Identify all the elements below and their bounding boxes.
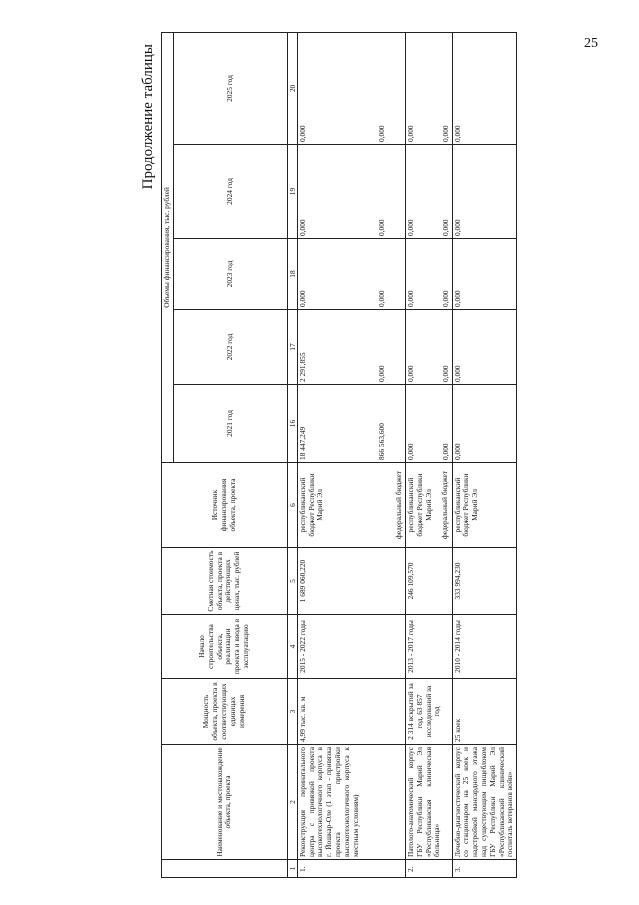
amount: 0,000 [405, 125, 415, 142]
table-row [405, 32, 452, 877]
object-name: Реконструкция перинатального центра с привязкой проекта высокотехнологичного корпуса в г. Йошкар-Оле (1 этап - привязка проекта пристройки высокотехнологичного корпуса к местным условиям) [297, 745, 405, 860]
rotated-sheet [138, 18, 635, 878]
column-number: 2 [287, 745, 297, 860]
column-number: 17 [287, 310, 297, 385]
value-2022 [297, 310, 405, 385]
column-number: 6 [287, 463, 297, 548]
column-number: 16 [287, 385, 297, 463]
column-number: 3 [287, 679, 297, 745]
page-number: 25 [584, 36, 598, 51]
amount: 0,000 [440, 290, 450, 307]
object-period: 2013 - 2017 годы [405, 615, 452, 679]
header-cost: Сметная стоимость объекта, проекта в действующих ценах, тыс. рублей [162, 548, 288, 615]
value-2023: 0,000 [452, 239, 517, 310]
value-2022 [405, 310, 452, 385]
value-2025 [405, 32, 452, 144]
amount: 0,000 [376, 290, 386, 307]
header-name: Наименование и местонахождение объекта, проекта [162, 745, 288, 860]
header-financing-group: Объемы финансирования, тыс. рублей [162, 32, 174, 462]
value-2025: 0,000 [452, 32, 517, 144]
financing-table [161, 32, 517, 878]
row-number: 2. [405, 860, 452, 878]
column-number-row [287, 32, 297, 877]
column-number: 4 [287, 615, 297, 679]
object-name: Лечебно-диагностический корпус со стационаром на 25 коек и надстройкой мансардного этажа над существующим пищеблоком ГБУ Республики Марий Эл «Республиканский клинический госпиталь ветеранов войн» [452, 745, 517, 860]
value-2025 [297, 32, 405, 144]
object-name: Патолого-анатомический корпус ГБУ Республики Марий Эл «Республиканская клиническая больница» [405, 745, 452, 860]
object-capacity: 2 314 вскрытий за год, 63 857 исследований за год [405, 679, 452, 745]
amount: 0,000 [440, 365, 450, 382]
amount: 0,000 [297, 290, 307, 307]
object-capacity: 25 коек [452, 679, 517, 745]
financing-sources [297, 463, 405, 548]
source-name: федеральный бюджет [394, 470, 404, 540]
amount: 0,000 [376, 125, 386, 142]
value-2023 [405, 239, 452, 310]
header-capacity: Мощность объекта, проекта в соответствующих единицах измерения [162, 679, 288, 745]
row-number: 1. [297, 860, 405, 878]
amount: 0,000 [405, 443, 415, 460]
header-year-2024: 2024 год [173, 145, 287, 239]
column-number: 20 [287, 32, 297, 144]
column-number: 1 [287, 860, 297, 878]
financing-sources [452, 463, 517, 548]
header-year-2021: 2021 год [173, 385, 287, 463]
table-wrapper [161, 18, 517, 878]
object-capacity: 4,99 тыс. кв. м [297, 679, 405, 745]
header-year-2022: 2022 год [173, 310, 287, 385]
value-2023 [297, 239, 405, 310]
source-name: республиканский бюджет Республики Марий Эл [405, 473, 433, 537]
row-number: 3. [452, 860, 517, 878]
amount: 0,000 [297, 125, 307, 142]
value-2022: 0,000 [452, 310, 517, 385]
value-2021 [297, 385, 405, 463]
table-row [452, 32, 517, 877]
amount: 866 563,600 [376, 423, 386, 460]
amount: 0,000 [405, 290, 415, 307]
source-name: республиканский бюджет Республики Марий Эл [452, 473, 480, 537]
value-2021: 0,000 [452, 385, 517, 463]
header-year-2025: 2025 год [173, 32, 287, 144]
amount: 0,000 [376, 365, 386, 382]
object-cost: 1 689 060,220 [297, 548, 405, 615]
value-2024: 0,000 [452, 145, 517, 239]
header-year-2023: 2023 год [173, 239, 287, 310]
header-number [162, 860, 288, 878]
source-name: республиканский бюджет Республики Марий Эл [297, 473, 325, 537]
value-2024 [297, 145, 405, 239]
column-number: 19 [287, 145, 297, 239]
amount: 2 291,855 [297, 352, 307, 382]
object-cost: 333 994,230 [452, 548, 517, 615]
amount: 0,000 [440, 443, 450, 460]
header-source: Источник финансирования объекта, проекта [162, 463, 288, 548]
object-period: 2010 - 2014 годы [452, 615, 517, 679]
amount: 0,000 [405, 365, 415, 382]
amount: 0,000 [376, 219, 386, 236]
value-2021 [405, 385, 452, 463]
object-cost: 246 109,570 [405, 548, 452, 615]
column-number: 5 [287, 548, 297, 615]
value-2024 [405, 145, 452, 239]
object-period: 2015 - 2022 годы [297, 615, 405, 679]
table-caption: Продолжение таблицы [140, 44, 156, 190]
amount: 0,000 [440, 125, 450, 142]
amount: 0,000 [297, 219, 307, 236]
amount: 0,000 [405, 219, 415, 236]
table-row [297, 32, 405, 877]
header-period: Начало строительства объекта, реализации проекта и ввода в эксплуатацию [162, 615, 288, 679]
amount: 18 447,249 [297, 426, 307, 460]
financing-sources [405, 463, 452, 548]
amount: 0,000 [440, 219, 450, 236]
source-name: федеральный бюджет [440, 470, 450, 540]
column-number: 18 [287, 239, 297, 310]
